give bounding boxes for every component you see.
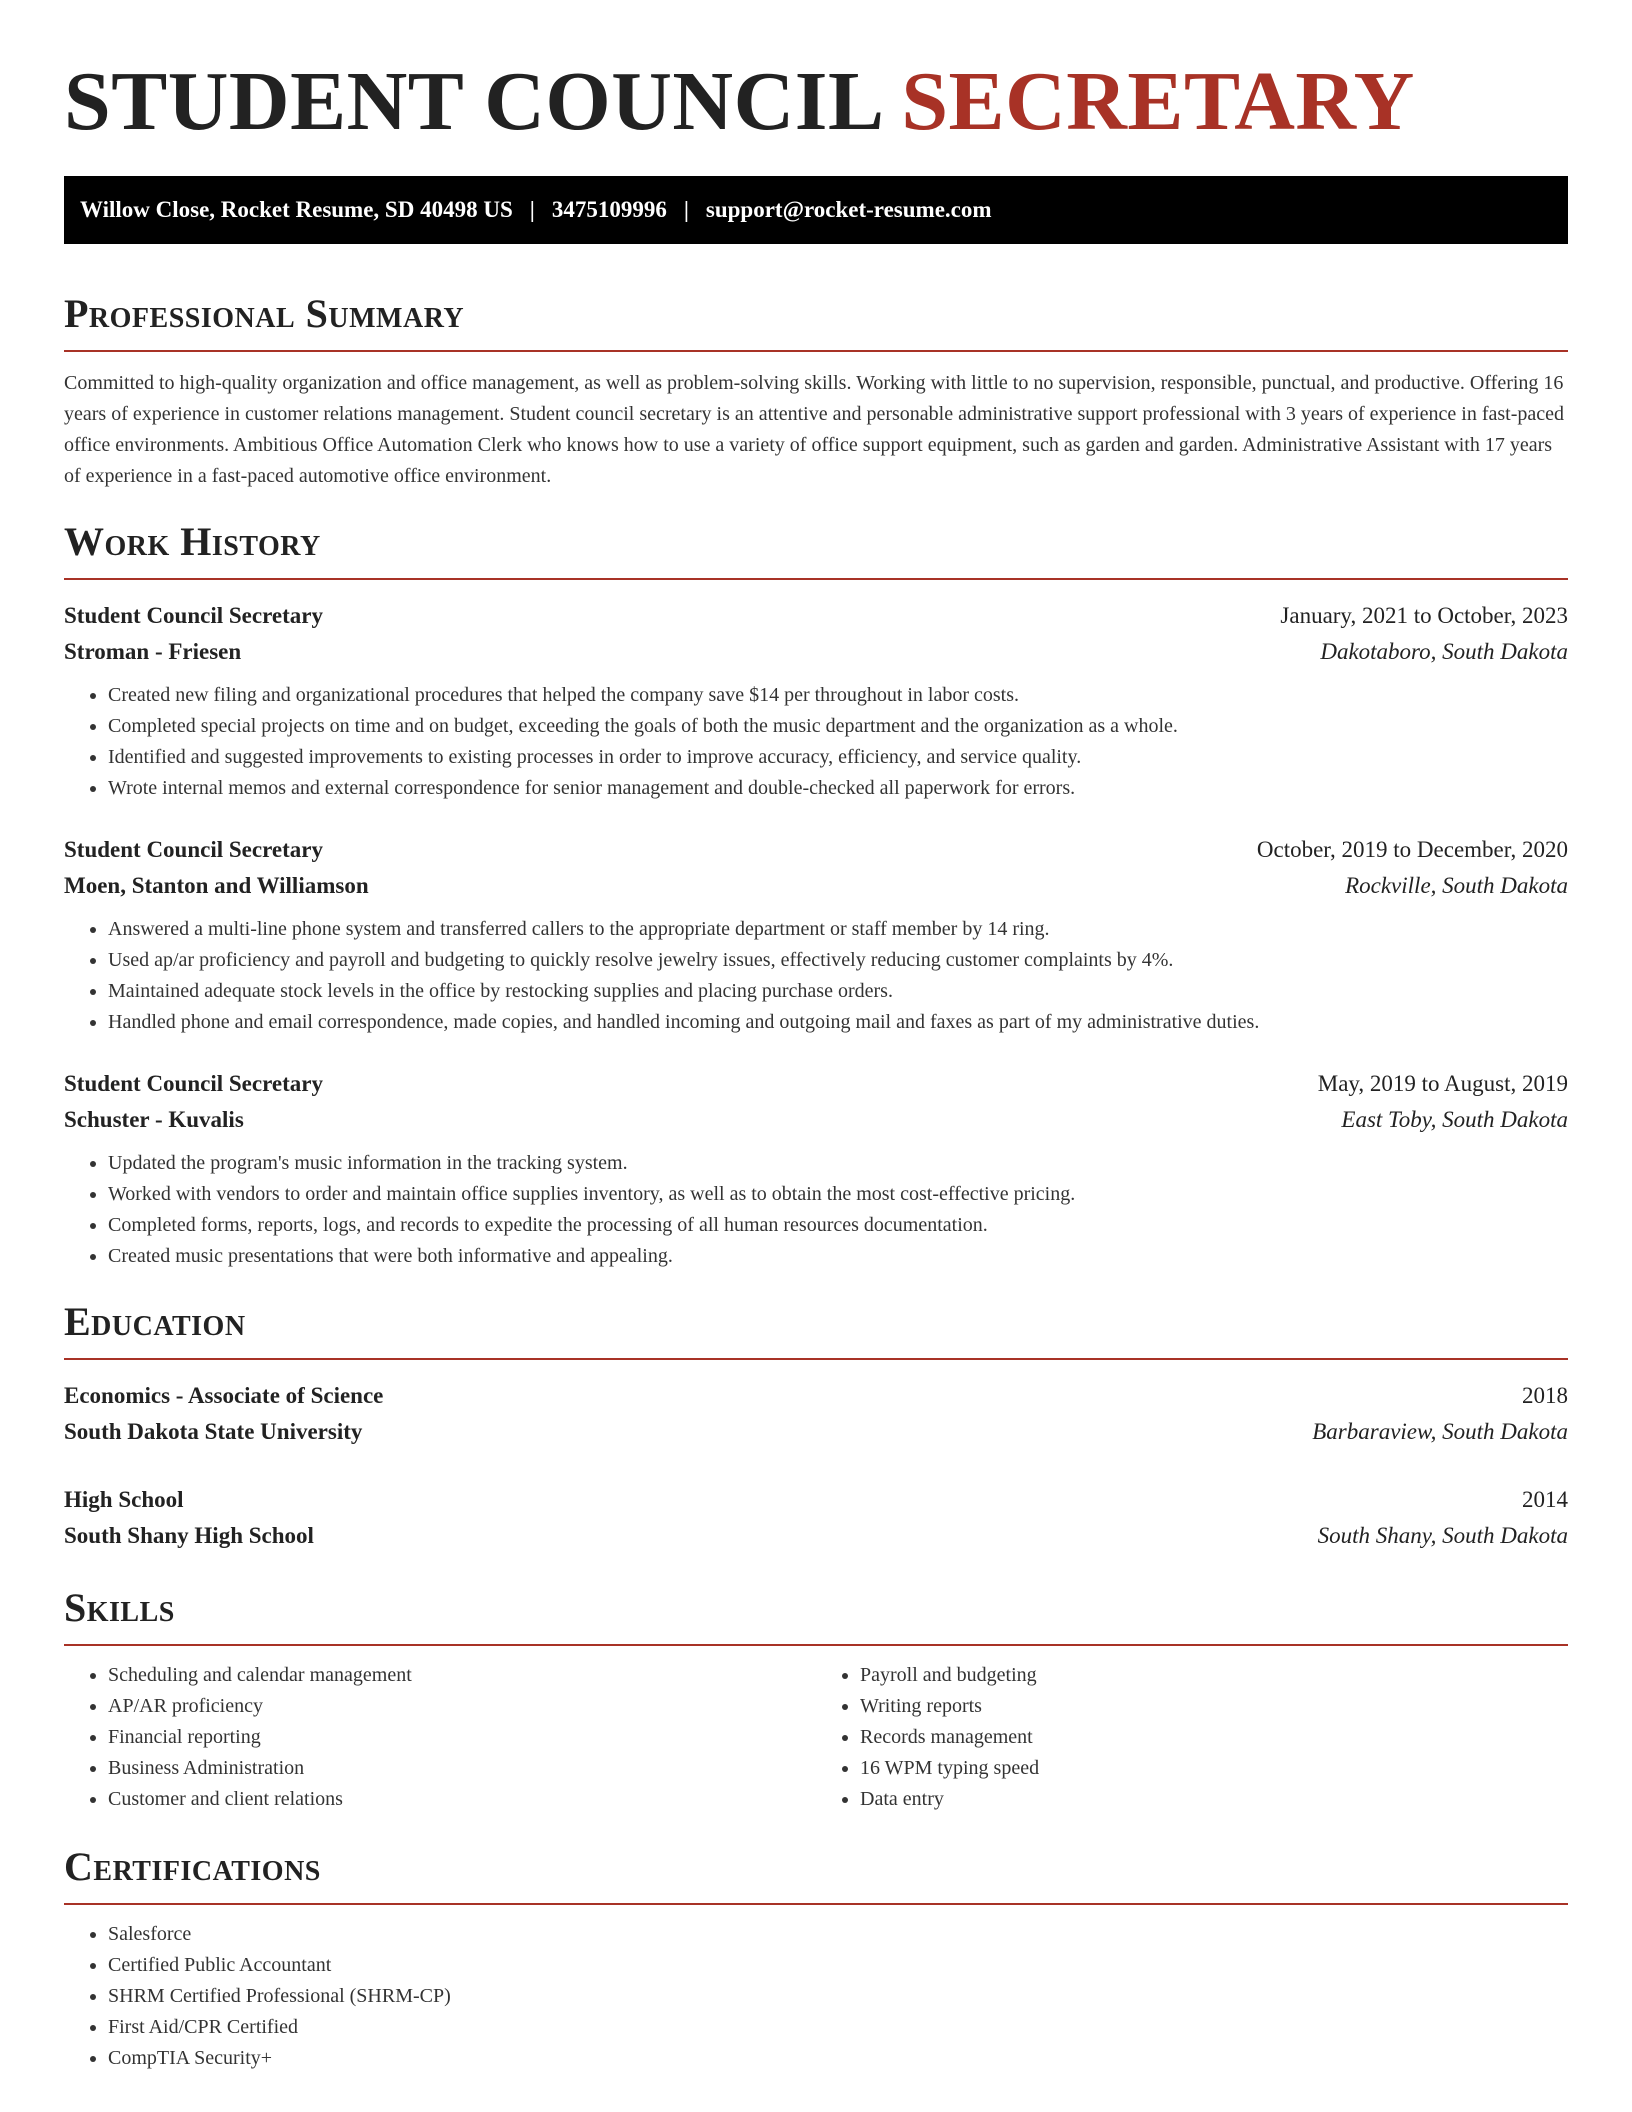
section-heading-certifications: Certifications <box>64 1844 321 1889</box>
education-year: 2018 <box>1522 1383 1568 1408</box>
job-title: Student Council Secretary <box>64 1071 323 1096</box>
job-location: Dakotaboro, South Dakota <box>1320 639 1568 664</box>
education-year: 2014 <box>1522 1487 1568 1512</box>
skill-item: • AP/AR proficiency <box>108 1691 816 1722</box>
list-item: • Completed forms, reports, logs, and records to expedite the processing of all human resources documentation. <box>108 1210 1568 1241</box>
certification-item: • Salesforce <box>108 1919 1568 1950</box>
job-header-row <box>64 1066 1568 1102</box>
section-divider <box>64 1903 1568 1905</box>
job-entry <box>64 1066 1568 1272</box>
work-history-section <box>64 514 1568 1272</box>
job-company: Schuster - Kuvalis <box>64 1107 244 1132</box>
job-dates: October, 2019 to December, 2020 <box>1256 837 1568 862</box>
job-company: Moen, Stanton and Williamson <box>64 873 369 898</box>
education-school: South Shany High School <box>64 1523 314 1548</box>
contact-bar <box>64 176 1568 244</box>
education-degree: Economics - Associate of Science <box>64 1383 384 1408</box>
certifications-list <box>64 1919 1568 2074</box>
list-item: • Used ap/ar proficiency and payroll and budgeting to quickly resolve jewelry issues, effectively reducing customer complaints by 4%. <box>108 945 1568 976</box>
list-item: • Updated the program's music information in the tracking system. <box>108 1148 1568 1179</box>
job-entry <box>64 832 1568 1038</box>
contact-address: Willow Close, Rocket Resume, SD 40498 US <box>80 197 513 222</box>
skill-item: • Writing reports <box>860 1691 1568 1722</box>
education-location: South Shany, South Dakota <box>1317 1523 1568 1548</box>
job-company-row <box>64 1102 1568 1138</box>
section-heading-education: Education <box>64 1299 246 1344</box>
education-entry <box>64 1378 1568 1450</box>
education-location: Barbaraview, South Dakota <box>1312 1419 1568 1444</box>
section-heading-work-history: Work History <box>64 519 321 564</box>
skill-item: • 16 WPM typing speed <box>860 1753 1568 1784</box>
education-header-row <box>64 1482 1568 1518</box>
skill-item: • Payroll and budgeting <box>860 1660 1568 1691</box>
contact-email: support@rocket-resume.com <box>705 197 992 222</box>
list-item: • Wrote internal memos and external correspondence for senior management and double-checked all paperwork for errors. <box>108 773 1568 804</box>
job-entry <box>64 598 1568 804</box>
list-item: • Handled phone and email correspondence, made copies, and handled incoming and outgoing mail and faxes as part of my administrative duties. <box>108 1007 1568 1038</box>
skill-item: • Customer and client relations <box>108 1784 816 1815</box>
certifications-section <box>64 1839 1568 2074</box>
education-school-row <box>64 1414 1568 1450</box>
list-item: • Created new filing and organizational procedures that helped the company save $14 per throughout in labor costs. <box>108 680 1568 711</box>
section-divider <box>64 578 1568 580</box>
list-item: • Completed special projects on time and on budget, exceeding the goals of both the music department and the organization as a whole. <box>108 711 1568 742</box>
certification-item: • SHRM Certified Professional (SHRM-CP) <box>108 1981 1568 2012</box>
summary-text: Committed to high-quality organization and office management, as well as problem-solving skills. Working with little to no supervision, responsible, punctual, and productive. Offering 16 years of experience in customer relations management. Student council secretary is an attentive and personable administrative support professional with 3 years of experience in fast-paced office environments. Ambitious Office Automation Clerk who knows how to use a variety of office support equipment, such as garden and garden. Administrative Assistant with 17 years of experience in a fast-paced automotive office environment. <box>64 372 1565 487</box>
job-title: Student Council Secretary <box>64 603 323 628</box>
list-item: • Created music presentations that were both informative and appealing. <box>108 1241 1568 1272</box>
skill-item: • Financial reporting <box>108 1722 816 1753</box>
education-entry <box>64 1482 1568 1554</box>
skills-grid <box>64 1646 1568 1815</box>
list-item: • Identified and suggested improvements to existing processes in order to improve accuracy, efficiency, and service quality. <box>108 742 1568 773</box>
section-divider <box>64 350 1568 352</box>
section-heading-summary: Professional Summary <box>64 291 465 336</box>
skill-item: • Records management <box>860 1722 1568 1753</box>
certification-item: • Certified Public Accountant <box>108 1950 1568 1981</box>
title-accent: SECRETARY <box>901 55 1415 148</box>
job-location: East Toby, South Dakota <box>1341 1107 1568 1132</box>
education-school: South Dakota State University <box>64 1419 363 1444</box>
skills-list-left <box>64 1660 816 1815</box>
list-item: • Maintained adequate stock levels in the office by restocking supplies and placing purchase orders. <box>108 976 1568 1007</box>
job-title: Student Council Secretary <box>64 837 323 862</box>
skill-item: • Business Administration <box>108 1753 816 1784</box>
job-company: Stroman - Friesen <box>64 639 242 664</box>
contact-separator: | <box>529 197 535 222</box>
job-duties-list <box>64 1148 1568 1272</box>
job-dates: January, 2021 to October, 2023 <box>1280 603 1568 628</box>
education-degree: High School <box>64 1487 184 1512</box>
section-divider <box>64 1358 1568 1360</box>
job-company-row <box>64 634 1568 670</box>
job-location: Rockville, South Dakota <box>1345 873 1568 898</box>
contact-separator: | <box>683 197 689 222</box>
skills-list-right <box>816 1660 1568 1815</box>
job-header-row <box>64 598 1568 634</box>
education-school-row <box>64 1518 1568 1554</box>
job-dates: May, 2019 to August, 2019 <box>1317 1071 1568 1096</box>
certification-item: • First Aid/CPR Certified <box>108 2012 1568 2043</box>
resume-title <box>64 0 1568 152</box>
title-main: STUDENT COUNCIL <box>64 55 880 148</box>
job-duties-list <box>64 680 1568 804</box>
certification-item: • CompTIA Security+ <box>108 2043 1568 2074</box>
list-item: • Answered a multi-line phone system and transferred callers to the appropriate department or staff member by 14 ring. <box>108 914 1568 945</box>
contact-phone: 3475109996 <box>551 197 667 222</box>
resume-page <box>64 0 1568 2074</box>
education-header-row <box>64 1378 1568 1414</box>
summary-section <box>64 286 1568 492</box>
skill-item: • Scheduling and calendar management <box>108 1660 816 1691</box>
job-company-row <box>64 868 1568 904</box>
job-header-row <box>64 832 1568 868</box>
skill-item: • Data entry <box>860 1784 1568 1815</box>
job-duties-list <box>64 914 1568 1038</box>
education-section <box>64 1294 1568 1554</box>
skills-section <box>64 1580 1568 1815</box>
section-heading-skills: Skills <box>64 1585 175 1630</box>
list-item: • Worked with vendors to order and maintain office supplies inventory, as well as to obtain the most cost-effective pricing. <box>108 1179 1568 1210</box>
